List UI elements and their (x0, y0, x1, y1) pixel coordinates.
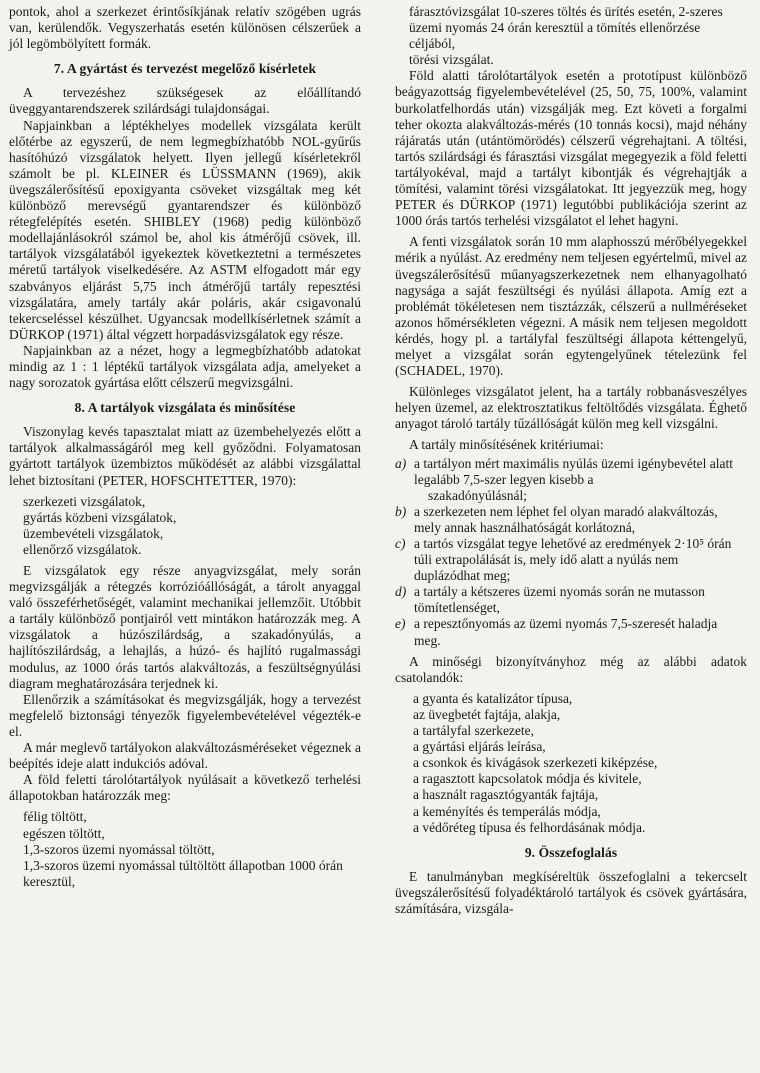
criteria-text: a szerkezeten nem léphet fel olyan maradó alakváltozás, mely annak használhatóságát korlátozná, (414, 503, 718, 535)
list-item: fárasztóvizsgálat 10-szeres töltés és ürítés esetén, 2-szeres üzemi nyomás 24 órán keresztül a tömítés ellenőrzése céljából, (409, 4, 723, 52)
criteria-text: a tartós vizsgálat tegye lehetővé az eredmények 2·10⁵ órán túli extrapolálását is, mely idő alatt a nyúlás nem duplázódhat meg; (414, 536, 732, 584)
list-item: a tartályfal szerkezete, (413, 723, 535, 739)
paragraph: A tervezéshez szükségesek az előállítandó üveggyantarendszerek szilárdsági tulajdonságai. (9, 85, 361, 117)
criteria-marker: e) (395, 616, 406, 632)
test-types-list (9, 494, 361, 558)
list-item: törési vizsgálat. (409, 52, 494, 68)
list-item: a gyanta és katalizátor típusa, (413, 690, 573, 706)
paragraph: Különleges vizsgálatot jelent, ha a tartály robbanásveszélyes helyen üzemel, az elektrosztatikus feltöltődés vizsgálata. Éghető anyagot tároló tartály tűzállóságát külön meg kell vizsgálni. (395, 384, 747, 432)
criteria-list (395, 456, 747, 649)
paragraph: A fenti vizsgálatok során 10 mm alaphosszú mérőbélyegekkel mérik a nyúlást. Az eredmény nem teljesen egyértelmű, mivel az üvegszálerősítésű műanyagszerkezetnek nem elhanyagolható nagysága a saját feszültségi és nyúlási állapota. Amíg ezt a problémát tökéletesen nem tisztázzák, célszerű a nullméréseket azonos hőmérsékleten végezni. A másik nem teljesen megoldott kérdés, hogy pl. a tartályfal feszültségi állapota kéttengelyű, melyet a vizsgálat során egytengelyűnek tételezünk fel (SCHADEL, 1970). (395, 234, 747, 379)
list-item: a gyártási eljárás leírása, (413, 739, 546, 755)
criteria-marker: b) (395, 503, 407, 519)
criteria-text: a tartály a kétszeres üzemi nyomás során ne mutasson tömítetlenséget, (414, 584, 705, 616)
list-item: 1,3-szoros üzemi nyomással túltöltött állapotban 1000 órán keresztül, (23, 857, 343, 889)
load-states-list-continued (395, 4, 747, 68)
section-heading-8: 8. A tartályok vizsgálata és minősítése (74, 400, 296, 416)
list-item: gyártás közbeni vizsgálatok, (23, 509, 177, 525)
criteria-item (395, 584, 747, 616)
right-column (395, 4, 747, 917)
criteria-marker: a) (395, 455, 407, 471)
paragraph: Föld alatti tárolótartályok esetén a prototípust különböző beágyazottság figyelembevételével (25, 50, 75, 100%, valamint burkolatfelhordás után) vizsgálják meg. Ezt követi a forgalmi teher okozta alakváltozás-mérés (10 tonnás kocsi), majd néhány rájáratás után (utántömörödés) célszerű végrehajtani. A töltési, tartós szilárdsági és fárasztási vizsgálat megegyezik a föld feletti tartályokéval, majd a tartályt kibontják és végrehajtják a tömítési, valamint törési vizsgálatokat. Itt jegyezzük meg, hogy PETER és DÜRKOP (1971) legutóbbi publikációja szerint az 1000 órás tartós terhelési vizsgálatot el lehet hagyni. (395, 68, 747, 229)
criteria-item (395, 536, 747, 584)
paragraph: E tanulmányban megkíséreltük összefoglalni a tekercselt üvegszálerősítésű folyadéktároló tartályok és csövek gyártására, számítására, vizsgála- (395, 868, 747, 916)
criteria-text: a tartályon mért maximális nyúlás üzemi igénybevétel alatt legalább 7,5-szer legyen kisebb a (414, 455, 734, 487)
paragraph: Napjainkban a léptékhelyes modellek vizsgálata került előtérbe az egyszerű, de nem legmegbízhatóbb NOL-gyűrűs hasítóhúzó vizsgálatok helyett. Ilyen jellegű kísérletekről számolt be pl. KLEINER és LÜSSMANN (1969), akik üvegszálerősítésű epoxigyanta csöveket vizsgáltak meg két különböző merevségű gyantarendszer és különböző rétegfelépítés esetén. SHIBLEY (1968) pedig különböző modellajánlásokról számol be, ahol kis átmérőjű csövek, ill. tartályok vizsgálatából igyekeztek következtetni a természetes méretű tartályok viselkedésére. Az ASTM elfogadott már egy szabványos eljárást 5,75 inch átmérőjű tartály repesztési vizsgálatára, amely tartály akár poláris, akár csigavonalú tekercseléssel készülhet. Ugyancsak modellkísérletnek számít a DÜRKOP (1971) által végzett horpadásvizsgálatok egy része. (9, 117, 361, 342)
paragraph: A tartály minősítésének kritériumai: (409, 437, 604, 453)
list-item: egészen töltött, (23, 825, 105, 841)
list-item: félig töltött, (23, 809, 87, 825)
paragraph-continued: pontok, ahol a szerkezet érintősíkjának relatív szögében ugrás van, kerülendők. Vegyszerhatás esetén különösen célszerűek a jól legömbölyített formák. (9, 4, 361, 52)
load-states-list (9, 809, 361, 889)
list-item: a használt ragasztógyanták fajtája, (413, 787, 599, 803)
list-item: a csonkok és kivágások szerkezeti kiképzése, (413, 755, 658, 771)
paragraph: A minőségi bizonyítványhoz még az alábbi adatok csatolandók: (395, 653, 747, 685)
paragraph: Viszonylag kevés tapasztalat miatt az üzembehelyezés előtt a tartályok alkalmasságáról meg kell győződni. Folyamatosan gyártott tartályok üzembiztos működését az alábbi vizsgálattal lehet biztosítani (PETER, HOFSCHTETTER, 1970): (9, 424, 361, 488)
list-item: 1,3-szoros üzemi nyomással töltött, (23, 841, 215, 857)
list-item: üzembevételi vizsgálatok, (23, 525, 164, 541)
criteria-item (395, 504, 747, 536)
left-column (9, 4, 361, 890)
criteria-text: szakadónyúlásnál; (428, 487, 527, 503)
list-item: szerkezeti vizsgálatok, (23, 493, 146, 509)
section-heading-7: 7. A gyártást és tervezést megelőző kísérletek (53, 61, 317, 77)
criteria-item (395, 616, 747, 648)
criteria-text: a repesztőnyomás az üzemi nyomás 7,5-szeresét haladja meg. (414, 616, 718, 648)
paragraph: Napjainkban az a nézet, hogy a legmegbízhatóbb adatokat mindig az 1 : 1 léptékű tartályok vizsgálata adja, amelyeket a nagy sorozatok gyártása előtt célszerű megvizsgálni. (9, 342, 361, 391)
list-item: a ragasztott kapcsolatok módja és kivitele, (413, 771, 642, 787)
criteria-marker: c) (395, 536, 406, 551)
list-item: az üvegbetét fajtája, alakja, (413, 706, 561, 722)
certificate-data-list (395, 691, 747, 836)
paragraph: A föld feletti tárolótartályok nyúlásait a következő terhelési állapotokban határozzák meg: (9, 772, 361, 804)
paragraph: A már meglevő tartályokon alakváltozásméréseket végeznek a beépítés ideje alatt indukciós adóval. (9, 740, 361, 772)
paragraph: E vizsgálatok egy része anyagvizsgálat, mely során megvizsgálják a rétegzés korrózióállóságát, a tárolt anyaggal való összeférhetőségét, valamint mechanikai jellemzőit. Utóbbit a tartály különböző pontjairól vett mintákon határozzák meg. A vizsgálatok a húzószilárdság, a szakadónyúlás, a hajlítószilárdság, a lehajlás, a húzó- és hajlító rugalmassági modulus, az 1000 órás tartós alakváltozás, a feszültségnyúlási diagram meghatározására terjednek ki. (9, 563, 361, 691)
criteria-item (395, 456, 747, 504)
list-item: a keményítés és temperálás módja, (413, 803, 601, 819)
section-heading-9: 9. Összefoglalás (524, 844, 618, 860)
list-item: ellenőrző vizsgálatok. (23, 541, 142, 557)
list-item: a védőréteg típusa és felhordásának módja. (413, 819, 646, 835)
paragraph: Ellenőrzik a számításokat és megvizsgálják, hogy a tervezést megfelelő biztonsági tényezők figyelembevételével végezték-e el. (9, 691, 361, 739)
criteria-marker: d) (395, 584, 407, 600)
